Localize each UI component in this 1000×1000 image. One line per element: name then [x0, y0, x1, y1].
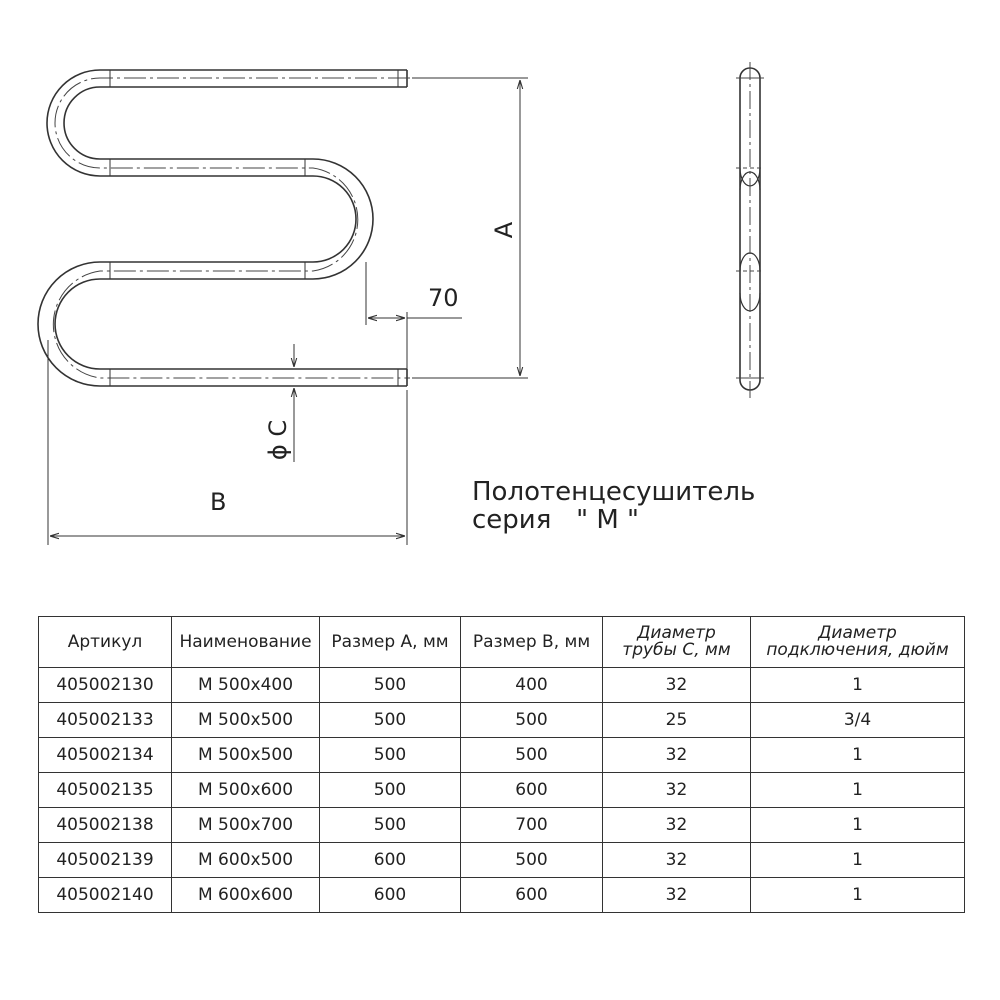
cell-pipe-diameter: 32: [603, 878, 751, 913]
cell-size-b: 600: [461, 878, 603, 913]
dim-70-label: 70: [428, 284, 459, 312]
cell-size-a: 500: [320, 703, 461, 738]
header-article: Артикул: [39, 617, 172, 668]
cell-size-a: 500: [320, 738, 461, 773]
cell-size-b: 600: [461, 773, 603, 808]
cell-size-b: 700: [461, 808, 603, 843]
cell-connection-diameter: 1: [751, 843, 965, 878]
cell-pipe-diameter: 32: [603, 808, 751, 843]
cell-name: М 500x600: [172, 773, 320, 808]
cell-name: М 500x500: [172, 738, 320, 773]
cell-size-b: 500: [461, 703, 603, 738]
cell-article: 405002135: [39, 773, 172, 808]
pipe-inner-contour: [55, 87, 407, 369]
cell-article: 405002138: [39, 808, 172, 843]
table-row: [39, 668, 965, 703]
cell-connection-diameter: 1: [751, 808, 965, 843]
cell-pipe-diameter: 25: [603, 703, 751, 738]
cell-article: 405002140: [39, 878, 172, 913]
dim-c-label: ϕ C: [264, 419, 292, 461]
drawing-title-line2: серия " М ": [472, 505, 640, 535]
cell-article: 405002133: [39, 703, 172, 738]
header-name: Наименование: [172, 617, 320, 668]
pipe-centerline: [53, 78, 410, 378]
cell-connection-diameter: 1: [751, 878, 965, 913]
spec-table: [38, 616, 965, 913]
cell-article: 405002130: [39, 668, 172, 703]
cell-pipe-diameter: 32: [603, 738, 751, 773]
cell-name: М 600x600: [172, 878, 320, 913]
cell-connection-diameter: 1: [751, 738, 965, 773]
cell-pipe-diameter: 32: [603, 773, 751, 808]
cell-name: М 600x500: [172, 843, 320, 878]
table-row: [39, 808, 965, 843]
dim-a-label: A: [490, 221, 518, 239]
cell-pipe-diameter: 32: [603, 668, 751, 703]
cell-name: М 500x700: [172, 808, 320, 843]
table-header-row: [39, 617, 965, 668]
table-row: [39, 738, 965, 773]
cell-name: М 500x400: [172, 668, 320, 703]
table-row: [39, 773, 965, 808]
header-pipe-diameter: Диаметр трубы C, мм: [603, 617, 751, 668]
cell-size-a: 600: [320, 878, 461, 913]
cell-size-a: 500: [320, 773, 461, 808]
cell-article: 405002139: [39, 843, 172, 878]
table-row: [39, 878, 965, 913]
cell-size-a: 600: [320, 843, 461, 878]
cell-size-a: 500: [320, 808, 461, 843]
header-size-a: Размер A, мм: [320, 617, 461, 668]
dimension-b: [48, 340, 407, 545]
table-row: [39, 703, 965, 738]
header-size-b: Размер B, мм: [461, 617, 603, 668]
drawing-title-line1: Полотенцесушитель: [472, 477, 756, 507]
cell-pipe-diameter: 32: [603, 843, 751, 878]
pipe-front-view: [38, 70, 407, 386]
cell-connection-diameter: 1: [751, 773, 965, 808]
pipe-outer-contour: [38, 70, 407, 386]
cell-article: 405002134: [39, 738, 172, 773]
header-connection-diameter: Диаметр подключения, дюйм: [751, 617, 965, 668]
cell-size-b: 500: [461, 843, 603, 878]
dim-b-label: B: [210, 488, 227, 516]
cell-size-a: 500: [320, 668, 461, 703]
cell-size-b: 400: [461, 668, 603, 703]
table-row: [39, 843, 965, 878]
cell-connection-diameter: 1: [751, 668, 965, 703]
cell-connection-diameter: 3/4: [751, 703, 965, 738]
cell-name: М 500x500: [172, 703, 320, 738]
dimension-70: [366, 262, 462, 386]
cell-size-b: 500: [461, 738, 603, 773]
